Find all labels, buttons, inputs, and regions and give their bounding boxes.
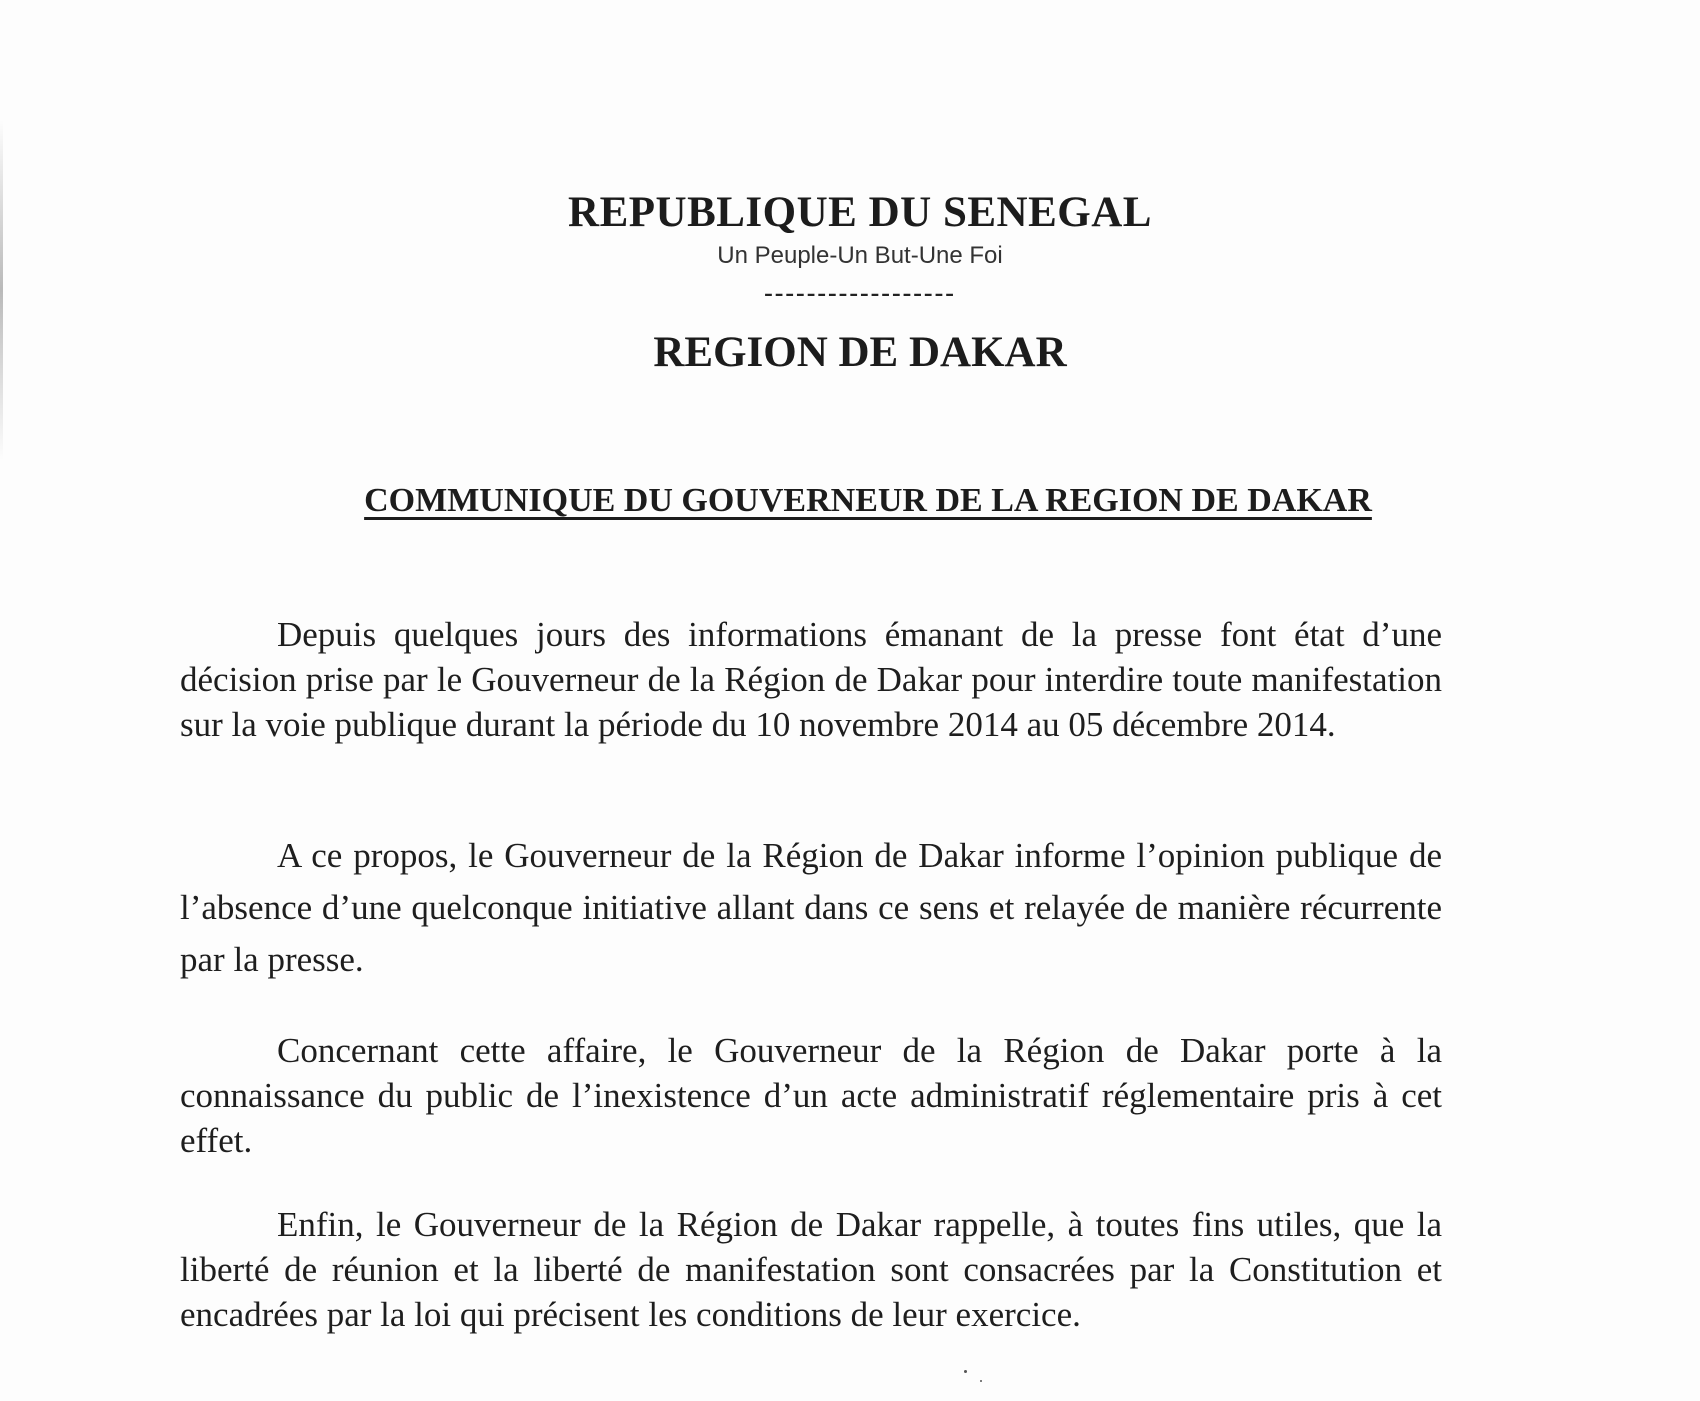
header-separator: ------------------	[764, 278, 956, 307]
paragraph-4: Enfin, le Gouverneur de la Région de Dakar rappelle, à toutes fins utiles, que la liberté de réunion et la liberté de manifestation sont consacrées par la Constitution et encadrées par la loi qui précisent les conditions de leur exercice.	[180, 1205, 1442, 1334]
paragraph-1: Depuis quelques jours des informations émanant de la presse font état d’une décision prise par le Gouverneur de la Région de Dakar pour interdire toute manifestation sur la voie publique durant la période du 10 novembre 2014 au 05 décembre 2014.	[180, 615, 1442, 744]
republic-heading: REPUBLIQUE DU SENEGAL	[568, 189, 1152, 236]
scan-edge-shadow	[0, 120, 3, 460]
paragraph-2: A ce propos, le Gouverneur de la Région de Dakar informe l’opinion publique de l’absence d’une quelconque initiative allant dans ce sens et relayée de manière récurrente par la presse.	[180, 836, 1442, 979]
region-heading: REGION DE DAKAR	[653, 329, 1067, 376]
national-motto: Un Peuple-Un But-Une Foi	[717, 242, 1003, 269]
communique-title: COMMUNIQUE DU GOUVERNEUR DE LA REGION DE DAKAR	[364, 482, 1372, 519]
paragraph-3: Concernant cette affaire, le Gouverneur de la Région de Dakar porte à la connaissance du public de l’inexistence d’un acte administratif réglementaire pris à cet effet.	[180, 1031, 1442, 1160]
scan-speck	[980, 1380, 982, 1382]
scan-speck	[964, 1370, 967, 1373]
